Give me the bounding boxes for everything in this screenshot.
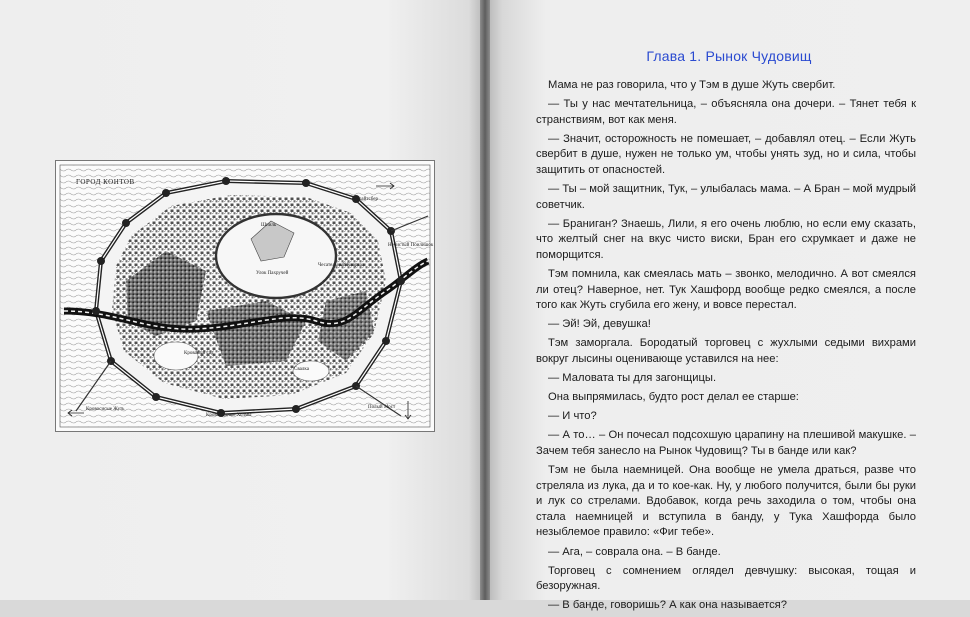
map-label: Кровосисые Жуть — [86, 407, 125, 412]
paragraph: Тэм не была наемницей. Она вообще не умела драться, разве что стреляла из лука, да и то кое-как. Ну, у любого получится, были бы руки и лук со стрелами. Вдобавок, когда речь заходила о том, чтобы она стала наемницей и вступила в банду, у Тука Хашфорда было незыблемое правило: «Фиг тебе». — [536, 464, 916, 539]
paragraph: — Браниган? Знаешь, Лили, я его очень люблю, но если ему сказать, что желтый снег на вкус чисто виски, Бран его схрумкает и даже не поморщится. — [536, 217, 916, 261]
map-label: Чесательный Квартал — [318, 263, 365, 268]
paragraph: Она выпрямилась, будто рост делал ее старше: — [548, 391, 799, 404]
chapter-title: Глава 1. Рынок Чудовищ — [646, 48, 812, 64]
paragraph: — И что? — [548, 410, 597, 423]
map-label: Кровавый сад — [184, 351, 214, 356]
book-spine — [480, 0, 490, 600]
paragraph: Мама не раз говорила, что у Тэм в душе Жуть свербит. — [548, 79, 836, 91]
map-label: Полый Мост — [368, 405, 396, 410]
map-label: Свалка — [294, 367, 309, 372]
paragraph: — Ты у нас мечтательница, – объясняла она дочери. – Тянет тебя к странствиям, вот как меня. — [536, 98, 916, 126]
paragraph: — Ты – мой защитник, Тук, – улыбалась мама. – А Бран – мой мудрый советчик. — [536, 183, 916, 211]
paragraph: — Маловата ты для загонщицы. — [548, 372, 717, 385]
map-label: Брайтсбер — [356, 197, 378, 202]
map-label: Кровожадные Холмы — [206, 413, 252, 418]
map-label: Шпиль — [261, 223, 277, 228]
paragraph: Торговец с сомнением оглядел девчушку: высокая, тощая и безоружная. — [536, 564, 916, 593]
map-title: ГОРОД КОНТОВ — [76, 178, 135, 186]
paragraph: Тэм помнила, как смеялась мать – звонко, мелодично. А вот смеялся ли отец? Наверное, нет. Тук Хашфорд вообще редко смеялся, а после того как Жуть сгубила его жену, и вовсе перестал. — [536, 268, 916, 312]
map-label: Улок Пахручей — [256, 271, 289, 276]
chapter-text — [536, 78, 916, 617]
paragraph: Тэм заморгала. Бородатый торговец с жухлыми седыми вихрами вокруг лысины оценивающе уставился на нее: — [536, 337, 916, 365]
map-label: Нечистый Поилишок — [388, 243, 434, 248]
paragraph: — Значит, осторожность не помешает, – добавлял отец. – Если Жуть свербит в душе, нужен не только ум, чтобы унять зуд, но и сила, чтобы защитить от опасностей. — [536, 132, 916, 176]
paragraph: — Ага, – соврала она. – В банде. — [548, 545, 721, 558]
paragraph: — Эй! Эй, девушка! — [548, 318, 651, 331]
paragraph: — В банде, говоришь? А как она называется? — [548, 599, 787, 612]
paragraph: — А то… – Он почесал подсохшую царапину на плешивой макушке. – Зачем тебя занесло на Рынок Чудовищ? Ты в банде или как? — [536, 429, 916, 457]
city-map-illustration — [55, 160, 435, 432]
